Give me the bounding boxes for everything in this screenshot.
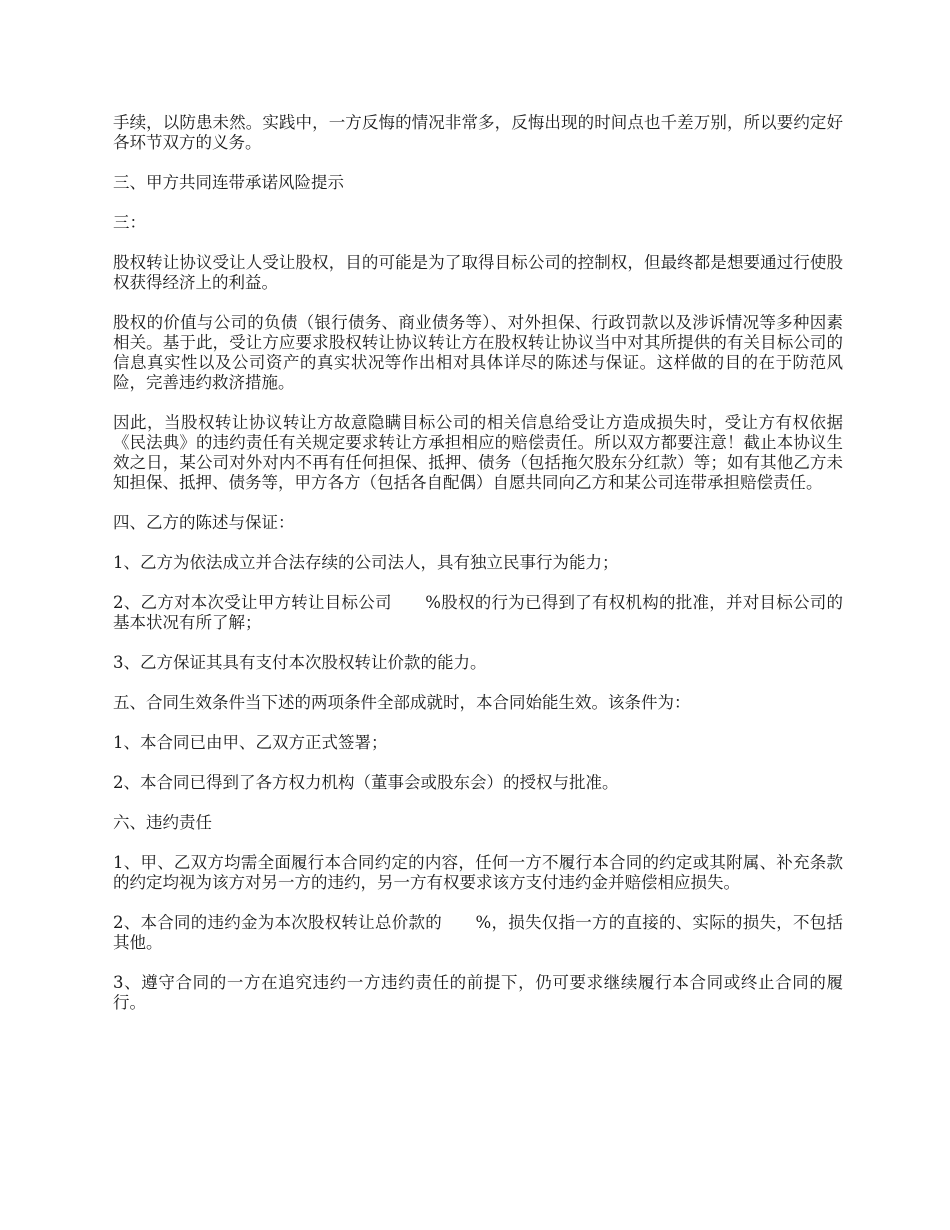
clause-item: 2、本合同已得到了各方权力机构（董事会或股东会）的授权与批准。 — [113, 773, 619, 792]
clause-item: 2、乙方对本次受让甲方转让目标公司 %股权的行为已得到了有权机构的批准，并对目标公司的基本状况有所了解； — [113, 593, 843, 632]
clause-item: 3、遵守合同的一方在追究违约一方违约责任的前提下，仍可要求继续履行本合同或终止合同的履行。 — [113, 973, 843, 1012]
clause-item: 1、乙方为依法成立并合法存续的公司法人，具有独立民事行为能力； — [113, 553, 619, 572]
section-heading-4: 四、乙方的陈述与保证： — [113, 513, 295, 532]
section-heading-3: 三、甲方共同连带承诺风险提示 — [113, 173, 344, 192]
section-heading-6: 六、违约责任 — [113, 813, 212, 832]
paragraph: 股权的价值与公司的负债（银行债务、商业债务等）、对外担保、行政罚款以及涉诉情况等多种因素相关。基于此，受让方应要求股权转让协议转让方在股权转让协议当中对其所提供的有关目标公司的信息真实性以及公司资产的真实状况等作出相对具体详尽的陈述与保证。这样做的目的在于防范风险，完善违约救济措施。 — [113, 313, 843, 392]
document-page — [113, 113, 843, 1033]
clause-item: 1、本合同已由甲、乙双方正式签署； — [113, 733, 388, 752]
clause-item: 3、乙方保证其具有支付本次股权转让价款的能力。 — [113, 653, 487, 672]
section-marker: 三： — [113, 213, 146, 232]
paragraph-continuation: 手续，以防患未然。实践中，一方反悔的情况非常多，反悔出现的时间点也千差万别，所以要约定好各环节双方的义务。 — [113, 113, 843, 152]
paragraph: 股权转让协议受让人受让股权，目的可能是为了取得目标公司的控制权，但最终都是想要通过行使股权获得经济上的利益。 — [113, 253, 843, 292]
paragraph: 因此，当股权转让协议转让方故意隐瞒目标公司的相关信息给受让方造成损失时，受让方有权依据《民法典》的违约责任有关规定要求转让方承担相应的赔偿责任。所以双方都要注意！截止本协议生效之日，某公司对外对内不再有任何担保、抵押、债务（包括拖欠股东分红款）等；如有其他乙方未知担保、抵押、债务等，甲方各方（包括各自配偶）自愿共同向乙方和某公司连带承担赔偿责任。 — [113, 413, 843, 492]
section-heading-5: 五、合同生效条件当下述的两项条件全部成就时，本合同始能生效。该条件为： — [113, 693, 691, 712]
clause-item: 2、本合同的违约金为本次股权转让总价款的 %，损失仅指一方的直接的、实际的损失，不包括其他。 — [113, 913, 843, 952]
clause-item: 1、甲、乙双方均需全面履行本合同约定的内容，任何一方不履行本合同的约定或其附属、补充条款的约定均视为该方对另一方的违约，另一方有权要求该方支付违约金并赔偿相应损失。 — [113, 853, 843, 892]
